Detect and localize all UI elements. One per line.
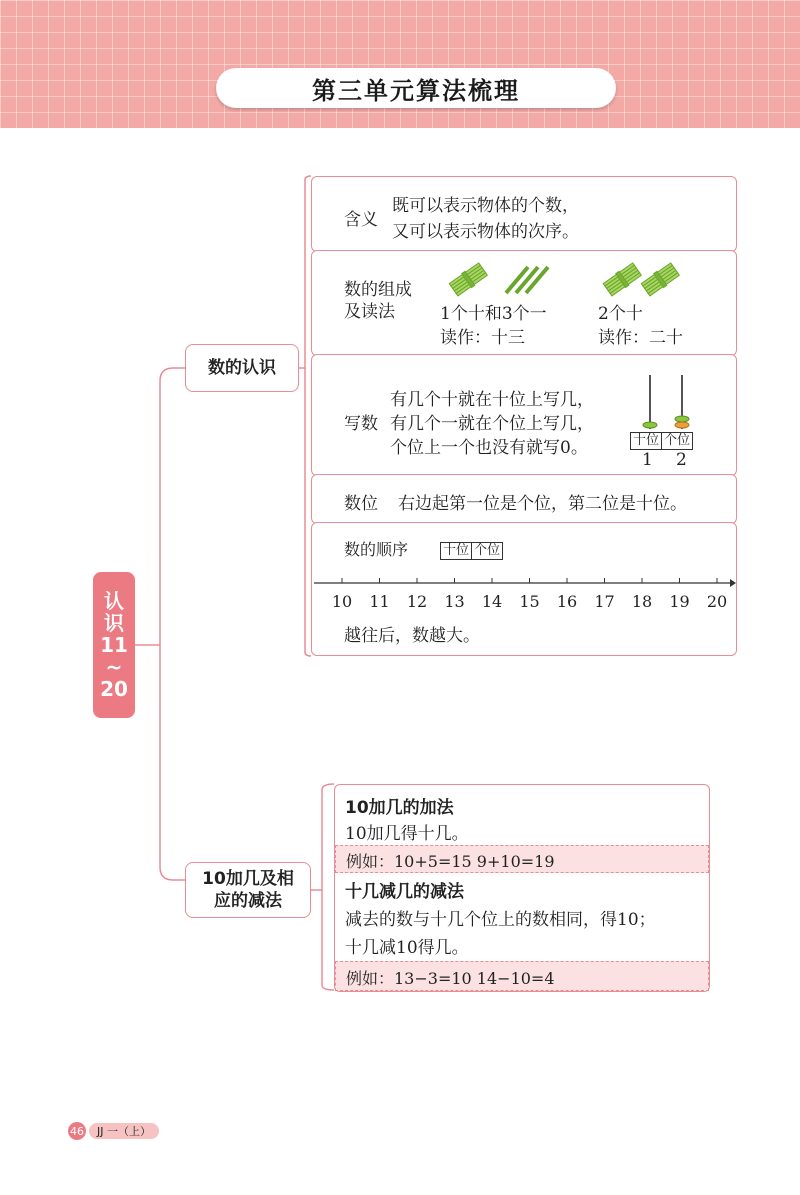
composition-left-line1: 1个十和3个一 xyxy=(440,304,547,324)
place-box xyxy=(311,474,737,524)
branch-number-recognition xyxy=(185,344,299,392)
meaning-line2: 又可以表示物体的次序。 xyxy=(392,222,579,242)
branch-label-line1: 10加几及相 xyxy=(202,869,294,889)
root-char: 认 xyxy=(104,589,124,613)
number-line-label: 18 xyxy=(631,592,653,611)
order-box xyxy=(311,522,737,656)
page-title: 第三单元算法梳理 xyxy=(216,68,616,108)
root-char: ~ xyxy=(105,655,123,679)
writing-line1: 有几个十就在十位上写几， xyxy=(390,390,594,410)
footer xyxy=(68,1122,159,1140)
addition-example: 例如：10+5=15 9+10=19 xyxy=(346,852,555,871)
addsub-box xyxy=(334,784,710,992)
writing-label: 写数 xyxy=(344,414,378,434)
root-char: 识 xyxy=(104,611,124,635)
edition-label: JJ 一（上） xyxy=(89,1123,159,1139)
order-place-labels xyxy=(440,539,503,560)
subtraction-example: 例如：13−3=10 14−10=4 xyxy=(346,969,555,988)
ones-cell: 个位 xyxy=(472,542,503,560)
digit-tens: 1 xyxy=(642,450,653,470)
place-text: 右边起第一位是个位，第二位是十位。 xyxy=(398,494,687,514)
tens-cell: 十位 xyxy=(440,542,472,560)
abacus-icon xyxy=(634,373,704,431)
number-line-label: 17 xyxy=(594,592,615,611)
number-line xyxy=(312,573,736,617)
digit-ones: 2 xyxy=(676,450,687,470)
root-node xyxy=(93,572,135,718)
number-line-label: 19 xyxy=(669,592,690,611)
meaning-label: 含义 xyxy=(344,210,378,230)
place-label: 数位 xyxy=(344,494,378,514)
page-number: 46 xyxy=(68,1122,86,1140)
branch-label: 数的认识 xyxy=(208,358,276,378)
subtraction-rule-line2: 十几减10得几。 xyxy=(345,938,469,958)
addition-rule: 10加几得十几。 xyxy=(345,824,469,844)
composition-right-line2: 读作：二十 xyxy=(598,328,683,348)
number-line-label: 12 xyxy=(406,592,428,611)
subtraction-rule-line1: 减去的数与十几个位上的数相同，得10； xyxy=(345,910,656,930)
writing-line3: 个位上一个也没有就写0。 xyxy=(390,438,588,458)
number-line-label: 13 xyxy=(444,592,465,611)
abacus-place-labels xyxy=(630,429,693,450)
ones-cell: 个位 xyxy=(662,432,693,450)
composition-label-line1: 数的组成 xyxy=(344,280,412,300)
addition-example-bar xyxy=(335,845,709,873)
number-line-arrow xyxy=(730,579,736,587)
meaning-line1: 既可以表示物体的个数， xyxy=(392,196,579,216)
stick-bundle-icon xyxy=(448,259,558,299)
addition-title: 10加几的加法 xyxy=(345,798,454,818)
order-note: 越往后，数越大。 xyxy=(344,626,480,646)
stick-bundle-icon xyxy=(602,259,682,299)
number-line-label: 16 xyxy=(556,592,578,611)
subtraction-example-bar xyxy=(335,961,709,991)
branch-label-line2: 应的减法 xyxy=(214,891,282,911)
branch-addition-subtraction xyxy=(185,862,311,918)
number-line-label: 14 xyxy=(481,592,503,611)
root-char: 11 xyxy=(100,633,128,657)
number-line-label: 15 xyxy=(519,592,540,611)
number-line-label: 20 xyxy=(706,592,728,611)
subtraction-title: 十几减几的减法 xyxy=(345,882,464,902)
writing-box xyxy=(311,354,737,476)
composition-label-line2: 及读法 xyxy=(344,302,395,322)
tens-cell: 十位 xyxy=(630,432,662,450)
number-line-label: 11 xyxy=(369,592,390,611)
order-label: 数的顺序 xyxy=(344,540,409,559)
composition-right-line1: 2个十 xyxy=(598,304,643,324)
composition-box xyxy=(311,250,737,356)
meaning-box xyxy=(311,176,737,252)
composition-left-line2: 读作：十三 xyxy=(440,328,525,348)
number-line-label: 10 xyxy=(331,592,353,611)
root-char: 20 xyxy=(100,677,128,701)
writing-line2: 有几个一就在个位上写几， xyxy=(390,414,594,434)
